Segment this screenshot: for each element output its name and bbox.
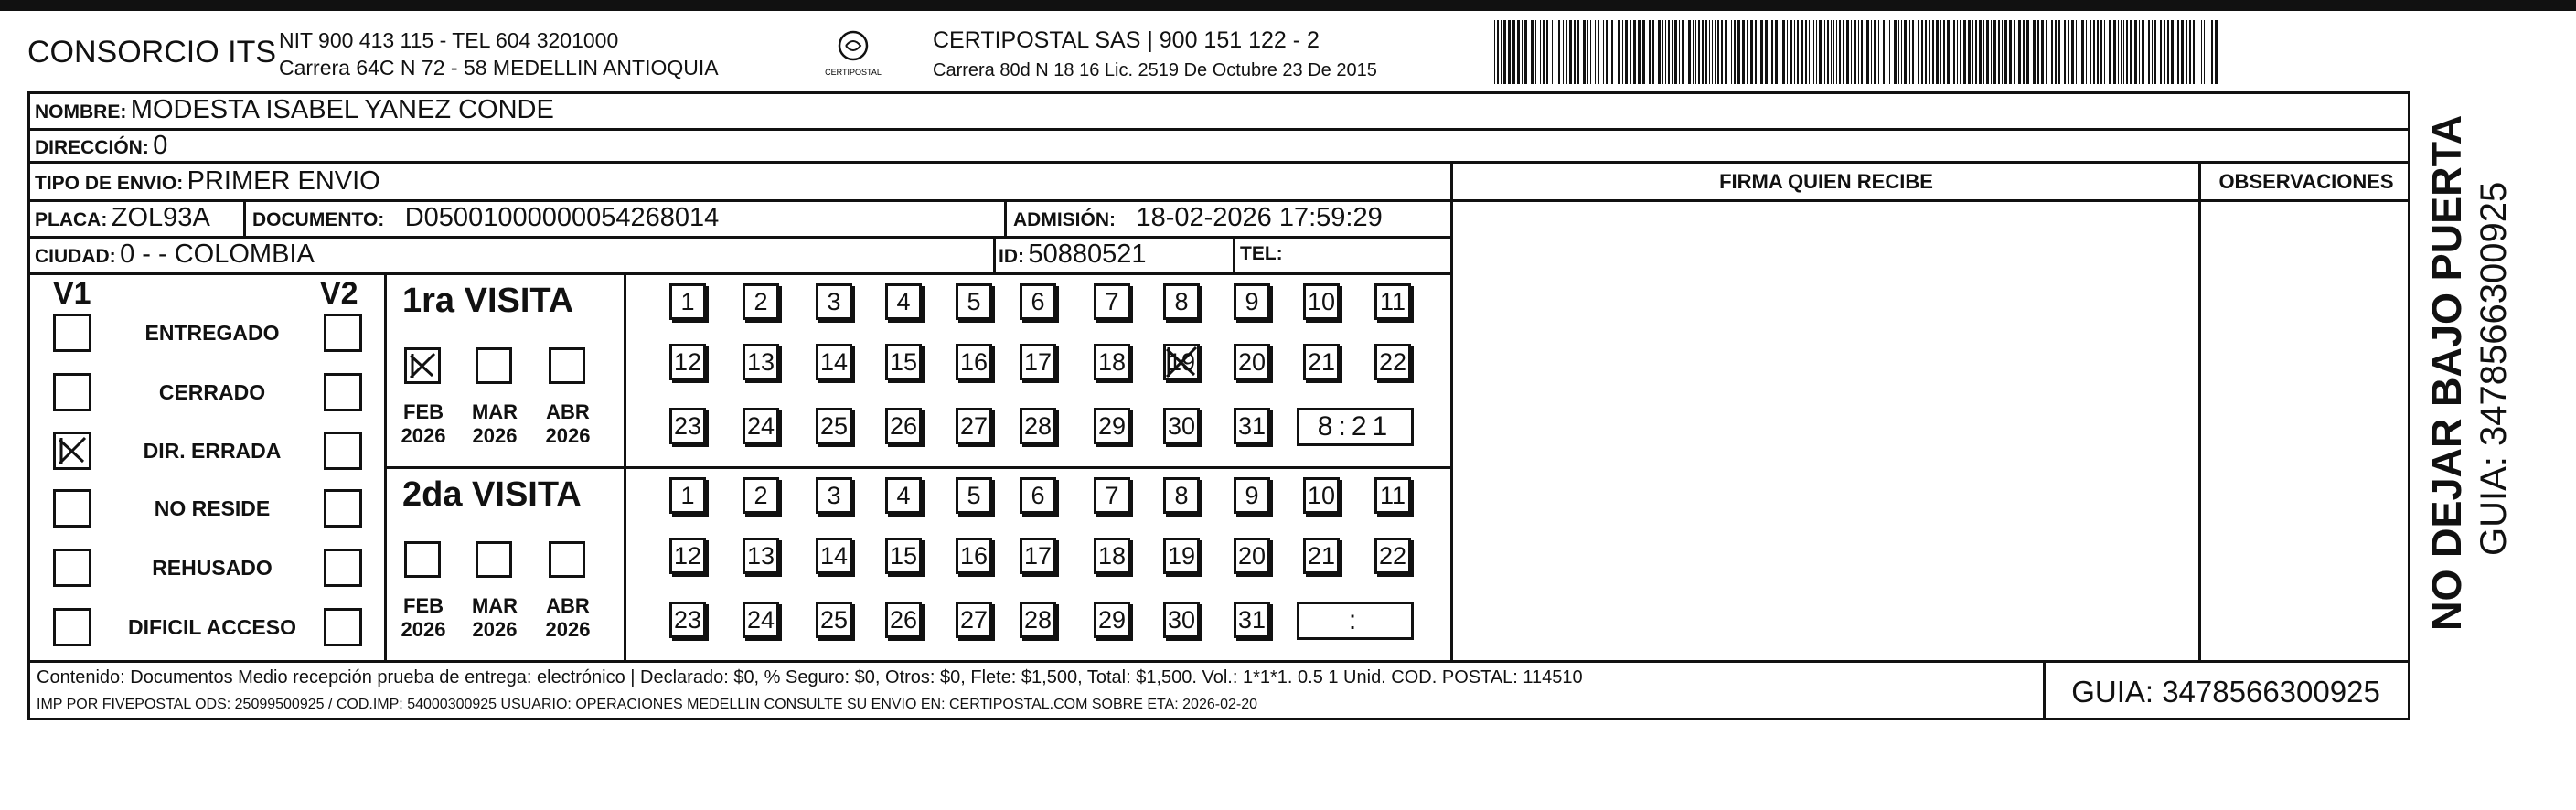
nombre-label: NOMBRE: [35, 101, 127, 123]
day-box[interactable]: 17 [1020, 538, 1056, 574]
v2-checkbox[interactable] [324, 314, 362, 352]
day-box[interactable]: 21 [1303, 538, 1340, 574]
v1-checkbox[interactable] [53, 549, 91, 587]
v1-checkbox[interactable] [53, 373, 91, 411]
day-box[interactable]: 24 [743, 408, 779, 444]
day-box[interactable]: 16 [956, 538, 992, 574]
carrier-name: CERTIPOSTAL SAS | 900 151 122 - 2 [933, 27, 1320, 53]
day-box[interactable]: 22 [1374, 344, 1411, 380]
documento-value: D05001000000054268014 [404, 203, 720, 232]
day-box[interactable]: 13 [743, 538, 779, 574]
status-label: DIFICIL ACCESO [127, 615, 296, 639]
tipo-envio-row [35, 166, 380, 197]
day-box[interactable]: 29 [1094, 408, 1130, 444]
month-checkbox[interactable] [549, 541, 585, 578]
day-box[interactable]: 11 [1374, 283, 1411, 320]
status-label: DIR. ERRADA [143, 439, 282, 463]
status-label: CERRADO [158, 380, 266, 404]
observaciones-header: OBSERVACIONES [2218, 170, 2394, 193]
footer-print-info: IMP POR FIVEPOSTAL ODS: 25099500925 / COD.IMP: 54000300925 USUARIO: OPERACIONES MEDELLIN CONSULTE SU ENVIO EN: CERTIPOSTAL.COM SOBRE ETA: 2026-02-20 [37, 697, 1257, 712]
month-checkbox[interactable] [476, 541, 512, 578]
day-box[interactable]: 15 [885, 538, 922, 574]
day-box[interactable]: 10 [1303, 283, 1340, 320]
v2-checkbox[interactable] [324, 549, 362, 587]
day-box[interactable]: 7 [1094, 283, 1130, 320]
carrier-address: Carrera 80d N 18 16 Lic. 2519 De Octubre 23 De 2015 [933, 60, 1377, 80]
year-label: 2026 [545, 618, 591, 641]
visit-title: 1ra VISITA [402, 282, 574, 320]
v2-checkbox[interactable] [324, 489, 362, 528]
direccion-value: 0 [153, 131, 168, 160]
month-label: FEB [403, 400, 444, 423]
v2-header: V2 [320, 276, 358, 311]
company-name: CONSORCIO ITS [27, 35, 277, 69]
day-box[interactable]: 22 [1374, 538, 1411, 574]
id-value: 50880521 [1028, 240, 1147, 269]
day-box[interactable]: 5 [956, 477, 992, 514]
month-label: ABR [546, 400, 590, 423]
day-box[interactable]: 6 [1020, 477, 1056, 514]
placa-label: PLACA: [35, 209, 108, 230]
handwritten-x-mark [56, 434, 89, 467]
day-box[interactable]: 11 [1374, 477, 1411, 514]
handwritten-x-mark [407, 350, 438, 381]
day-box[interactable]: 26 [885, 408, 922, 444]
day-box[interactable]: 26 [885, 602, 922, 638]
v1-checkbox[interactable] [53, 432, 91, 470]
day-box[interactable]: 20 [1234, 344, 1270, 380]
col-line [1233, 236, 1235, 272]
year-label: 2026 [401, 618, 446, 641]
day-box[interactable]: 14 [816, 344, 852, 380]
day-box[interactable]: 3 [816, 477, 852, 514]
year-label: 2026 [545, 424, 591, 447]
year-label: 2026 [401, 424, 446, 447]
col-line [2198, 161, 2201, 660]
admision-cell [1013, 203, 1383, 233]
row-line [1450, 199, 2410, 202]
day-box[interactable]: 10 [1303, 477, 1340, 514]
day-box[interactable]: 8 [1163, 283, 1200, 320]
day-box[interactable]: 25 [816, 602, 852, 638]
row-line [27, 128, 2410, 131]
day-box[interactable]: 23 [669, 602, 706, 638]
nombre-value: MODESTA ISABEL YANEZ CONDE [130, 95, 554, 124]
day-box[interactable]: 6 [1020, 283, 1056, 320]
day-box[interactable]: 20 [1234, 538, 1270, 574]
day-x-mark [1163, 344, 1200, 380]
no-dejar-bajo-puerta: NO DEJAR BAJO PUERTA [2423, 114, 2470, 631]
day-box[interactable]: 24 [743, 602, 779, 638]
handwritten-x-mark [1163, 344, 1200, 380]
day-box[interactable]: 1 [669, 283, 706, 320]
day-box[interactable]: 9 [1234, 477, 1270, 514]
v1-checkbox[interactable] [53, 489, 91, 528]
day-box[interactable]: 5 [956, 283, 992, 320]
v1-checkbox[interactable] [53, 314, 91, 352]
ciudad-value: 0 - - COLOMBIA [120, 240, 315, 269]
day-box[interactable]: 4 [885, 477, 922, 514]
guia-number: GUIA: 3478566300925 [2071, 674, 2380, 709]
status-label: NO RESIDE [154, 496, 271, 520]
day-box[interactable]: 21 [1303, 344, 1340, 380]
id-cell [999, 240, 1146, 270]
admision-value: 18-02-2026 17:59:29 [1136, 203, 1383, 232]
day-box[interactable]: 27 [956, 408, 992, 444]
tipo-envio-value: PRIMER ENVIO [187, 166, 380, 196]
tel-label: TEL: [1240, 243, 1283, 264]
day-box[interactable]: 2 [743, 283, 779, 320]
row-line [27, 236, 1450, 239]
day-box[interactable]: 31 [1234, 602, 1270, 638]
visit-split [384, 466, 1450, 469]
month-label: MAR [471, 400, 518, 423]
day-box[interactable]: 30 [1163, 602, 1200, 638]
month-label: ABR [546, 594, 590, 617]
year-label: 2026 [472, 618, 518, 641]
tipo-envio-label: TIPO DE ENVIO: [35, 173, 184, 194]
day-box[interactable]: 19 [1163, 344, 1200, 380]
day-box[interactable]: 23 [669, 408, 706, 444]
col-line [993, 236, 996, 272]
day-box[interactable]: 12 [669, 538, 706, 574]
ciudad-label: CIUDAD: [35, 246, 116, 267]
col-line [1004, 199, 1007, 236]
day-box[interactable]: 7 [1094, 477, 1130, 514]
month-checkbox[interactable] [476, 347, 512, 384]
day-box[interactable]: 25 [816, 408, 852, 444]
placa-cell [35, 203, 210, 233]
day-box[interactable]: 29 [1094, 602, 1130, 638]
visit-title: 2da VISITA [402, 475, 582, 514]
day-box[interactable]: 12 [669, 344, 706, 380]
top-border [0, 0, 2576, 11]
day-box[interactable]: 31 [1234, 408, 1270, 444]
day-box[interactable]: 28 [1020, 408, 1056, 444]
company-nit: NIT 900 413 115 - TEL 604 3201000 [279, 28, 619, 52]
firma-header: FIRMA QUIEN RECIBE [1719, 170, 1933, 193]
day-box[interactable]: 16 [956, 344, 992, 380]
v2-checkbox[interactable] [324, 373, 362, 411]
admision-label: ADMISIÓN: [1013, 209, 1116, 230]
v2-checkbox[interactable] [324, 608, 362, 646]
day-box[interactable]: 14 [816, 538, 852, 574]
day-box[interactable]: 17 [1020, 344, 1056, 380]
row-line [27, 161, 2410, 164]
logo-text: CERTIPOSTAL [825, 68, 882, 77]
v1-checkbox[interactable] [53, 608, 91, 646]
day-box[interactable]: 18 [1094, 538, 1130, 574]
direccion-label: DIRECCIÓN: [35, 137, 149, 158]
v1-header: V1 [53, 276, 91, 311]
time-field[interactable]: 8:21 [1297, 408, 1414, 446]
row-line [27, 199, 1450, 202]
row-line [27, 660, 2410, 663]
time-field[interactable]: : [1297, 602, 1414, 640]
day-box[interactable]: 28 [1020, 602, 1056, 638]
placa-value: ZOL93A [111, 203, 210, 232]
day-box[interactable]: 19 [1163, 538, 1200, 574]
direccion-row [35, 131, 167, 161]
month-label: FEB [403, 594, 444, 617]
day-box[interactable]: 1 [669, 477, 706, 514]
documento-label: DOCUMENTO: [252, 209, 385, 230]
day-box[interactable]: 2 [743, 477, 779, 514]
day-box[interactable]: 13 [743, 344, 779, 380]
day-box[interactable]: 27 [956, 602, 992, 638]
col-line [1450, 161, 1453, 660]
month-checkbox[interactable] [549, 347, 585, 384]
nombre-row [35, 95, 554, 125]
col-line [243, 199, 246, 236]
day-box[interactable]: 9 [1234, 283, 1270, 320]
status-label: ENTREGADO [144, 321, 280, 345]
footer-content: Contenido: Documentos Medio recepción prueba de entrega: electrónico | Declarado: $0, % Seguro: $0, Otros: $0, Flete: $1,500, Total: $1,500. Vol.: 1*1*1. 0.5 1 Unid. COD. POSTAL: 114510 [37, 667, 1583, 687]
id-label: ID: [999, 246, 1024, 267]
v2-checkbox[interactable] [324, 432, 362, 470]
day-box[interactable]: 18 [1094, 344, 1130, 380]
day-box[interactable]: 15 [885, 344, 922, 380]
day-box[interactable]: 8 [1163, 477, 1200, 514]
barcode [1491, 20, 2222, 84]
day-box[interactable]: 3 [816, 283, 852, 320]
documento-cell [252, 203, 719, 233]
day-box[interactable]: 30 [1163, 408, 1200, 444]
day-box[interactable]: 4 [885, 283, 922, 320]
year-label: 2026 [472, 424, 518, 447]
ciudad-cell [35, 240, 315, 270]
month-label: MAR [471, 594, 518, 617]
tel-cell [1240, 243, 1283, 265]
company-address: Carrera 64C N 72 - 58 MEDELLIN ANTIOQUIA [279, 56, 719, 80]
month-checkbox[interactable] [404, 541, 441, 578]
certipostal-logo [812, 27, 894, 82]
month-checkbox[interactable] [404, 347, 441, 384]
status-label: REHUSADO [152, 556, 273, 580]
side-guia: GUIA: 3478566300925 [2474, 181, 2514, 556]
row-line [27, 272, 1450, 275]
